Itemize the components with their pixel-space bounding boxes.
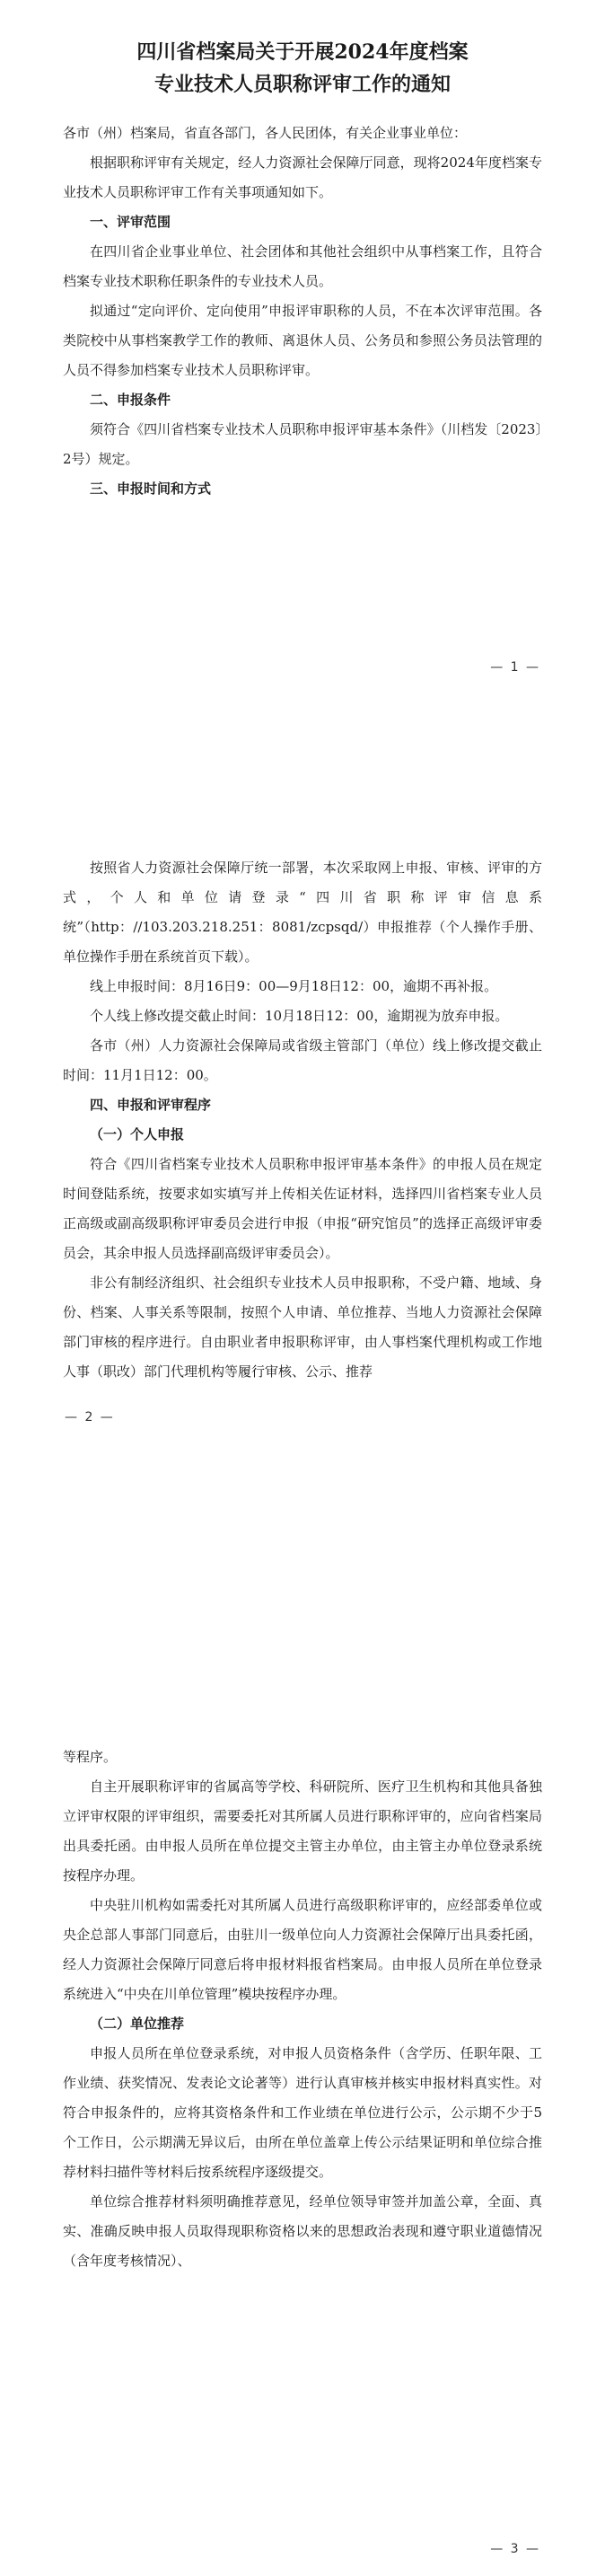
- title-line-1: 四川省档案局关于开展2024年度档案: [136, 40, 469, 64]
- section-3-paragraph-3: 个人线上修改提交截止时间：10月18日12：00，逾期视为放弃申报。: [90, 1008, 509, 1024]
- page-number-1: — 1 —: [490, 660, 540, 675]
- section-4-paragraph-2: 非公有制经济组织、社会组织专业技术人员申报职称，不受户籍、地域、身份、档案、人事关系等限制，按照个人申请、单位推荐、当地人力资源社会保障部门审核的程序进行。自由职业者申报职称评审，由人事档案代理机构或工作地人事（职改）部门代理机构等履行审核、公示、推荐: [63, 1275, 542, 1380]
- section-1-paragraph-2: 拟通过“定向评价、定向使用”申报评审职称的人员，不在本次评审范围。各类院校中从事档案教学工作的教师、离退休人员、公务员和参照公务员法管理的人员不得参加档案专业技术人员职称评审。: [63, 303, 542, 378]
- section-4-paragraph-6: 单位综合推荐材料须明确推荐意见，经单位领导审签并加盖公章，全面、真实、准确反映申报人员取得现职称资格以来的思想政治表现和遵守职业道德情况（含年度考核情况）、: [63, 2193, 542, 2269]
- section-3-heading: 三、申报时间和方式: [90, 481, 212, 497]
- page-number-3: — 3 —: [490, 2542, 540, 2556]
- section-4-subheading-1: （一）个人申报: [90, 1126, 185, 1142]
- section-4-paragraph-1: 符合《四川省档案专业技术人员职称申报评审基本条件》的申报人员在规定时间登陆系统，按要求如实填写并上传相关佐证材料，选择四川省档案专业人员正高级或副高级职称评审委员会进行申报（申报“研究馆员”的选择正高级评审委员会，其余申报人员选择副高级评审委员会）。: [63, 1156, 542, 1261]
- page-1: [0, 0, 605, 853]
- section-2-paragraph-1: 须符合《四川省档案专业技术人员职称申报评审基本条件》（川档发〔2023〕2号）规定。: [63, 421, 542, 467]
- intro-paragraph: 根据职称评审有关规定，经人力资源社会保障厅同意，现将2024年度档案专业技术人员职称评审工作有关事项通知如下。: [63, 154, 542, 200]
- title-line-2: 专业技术人员职称评审工作的通知: [153, 73, 451, 96]
- section-4-paragraph-2-continued: 等程序。: [63, 1749, 118, 1765]
- section-4-heading: 四、申报和评审程序: [90, 1097, 212, 1113]
- page-2: [0, 853, 605, 1707]
- section-3-paragraph-4: 各市（州）人力资源社会保障局或省级主管部门（单位）线上修改提交截止时间：11月1日12：00。: [63, 1037, 542, 1083]
- salutation: 各市（州）档案局，省直各部门，各人民团体，有关企业事业单位：: [63, 125, 468, 141]
- section-2-heading: 二、申报条件: [90, 392, 171, 408]
- section-4-paragraph-4: 中央驻川机构如需委托对其所属人员进行高级职称评审的，应经部委单位或央企总部人事部门同意后，由驻川一级单位向人力资源社会保障厅出具委托函，经人力资源社会保障厅同意后将申报材料报省档案局。由申报人员所在单位登录系统进入“中央在川单位管理”模块按程序办理。: [63, 1897, 542, 2002]
- section-1-paragraph-1: 在四川省企业事业单位、社会团体和其他社会组织中从事档案工作，且符合档案专业技术职称任职条件的专业技术人员。: [63, 243, 542, 289]
- page-3: [0, 1707, 605, 2576]
- section-4-paragraph-3: 自主开展职称评审的省属高等学校、科研院所、医疗卫生机构和其他具备独立评审权限的评审组织，需要委托对其所属人员进行职称评审的，应向省档案局出具委托函。由申报人员所在单位提交主管主办单位，由主管主办单位登录系统按程序办理。: [63, 1778, 542, 1883]
- section-4-subheading-2: （二）单位推荐: [90, 2016, 185, 2032]
- section-3-paragraph-1: 按照省人力资源社会保障厅统一部署，本次采取网上申报、审核、评审的方式，个人和单位请登录“四川省职称评审信息系统”（http：//103.203.218.251：8081/zcpsqd/）申报推荐（个人操作手册、单位操作手册在系统首页下载）。: [63, 860, 542, 965]
- section-4-paragraph-5: 申报人员所在单位登录系统，对申报人员资格条件（含学历、任职年限、工作业绩、获奖情况、发表论文论著等）进行认真审核并核实申报材料真实性。对符合申报条件的，应将其资格条件和工作业绩在单位进行公示，公示期不少于5个工作日，公示期满无异议后，由所在单位盖章上传公示结果证明和单位综合推荐材料扫描件等材料后按系统程序逐级提交。: [63, 2045, 542, 2180]
- section-1-heading: 一、评审范围: [90, 214, 171, 230]
- section-3-paragraph-2: 线上申报时间：8月16日9：00—9月18日12：00，逾期不再补报。: [90, 978, 498, 994]
- page-number-2: — 2 —: [65, 1410, 115, 1425]
- document-title: [63, 36, 542, 101]
